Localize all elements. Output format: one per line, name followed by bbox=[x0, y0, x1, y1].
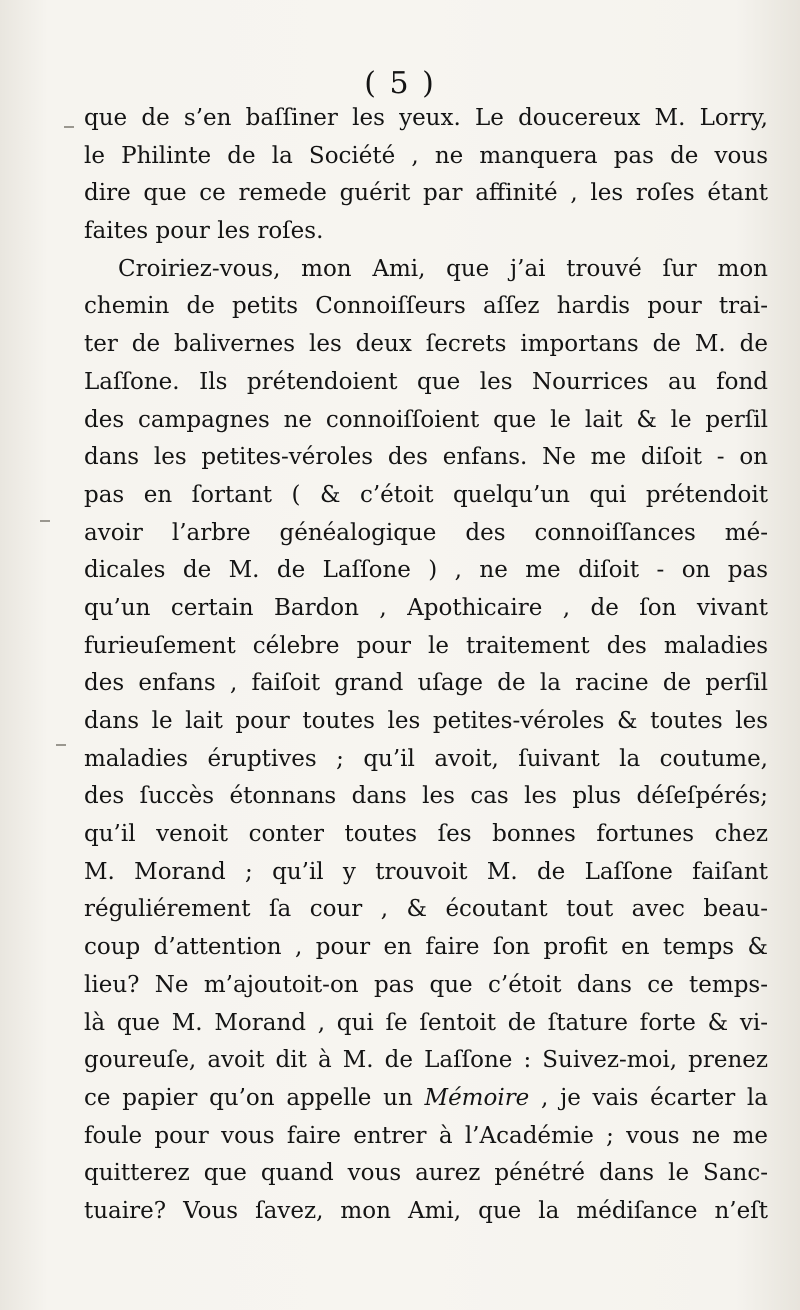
text-line: foule pour vous faire entrer à l’Académie ; vous ne me bbox=[84, 1122, 768, 1149]
body-text bbox=[84, 100, 768, 1231]
text-line: dicales de M. de Laſſone ) , ne me diſoit - on pas bbox=[84, 557, 768, 584]
text-line: furieuſement célebre pour le traitement des maladies bbox=[84, 632, 768, 659]
text-line: goureuſe, avoit dit à M. de Laſſone : Suivez-moi, prenez bbox=[84, 1047, 768, 1074]
text-line: ce papier qu’on appelle un Mémoire , je vais écarter la bbox=[84, 1084, 768, 1111]
paragraph-start-line: Croiriez-vous, mon Ami, que j’ai trouvé ſur mon bbox=[118, 255, 768, 282]
text-line: M. Morand ; qu’il y trouvoit M. de Laſſone faiſant bbox=[84, 858, 768, 885]
text-line: pas en ſortant ( & c’étoit quelqu’un qui prétendoit bbox=[84, 481, 768, 508]
text-line: qu’un certain Bardon , Apothicaire , de ſon vivant bbox=[84, 594, 768, 621]
text-line: des campagnes ne connoiſſoient que le lait & le perſil bbox=[84, 406, 768, 433]
italic-word: Mémoire bbox=[424, 1084, 530, 1111]
margin-mark bbox=[40, 520, 50, 522]
text-line: que de s’en baſſiner les yeux. Le doucereux M. Lorry, bbox=[84, 105, 768, 131]
margin-mark bbox=[64, 126, 74, 128]
text-line: ter de balivernes les deux ſecrets importans de M. de bbox=[84, 331, 768, 358]
text-line: dans les petites-véroles des enfans. Ne me diſoit - on bbox=[84, 444, 768, 471]
text-line: des enfans , faiſoit grand uſage de la racine de perſil bbox=[84, 670, 768, 697]
text-line: coup d’attention , pour en faire ſon profit en temps & bbox=[84, 934, 768, 961]
text-line: tuaire? Vous ſavez, mon Ami, que la médiſance n’eſt bbox=[84, 1197, 768, 1224]
margin-mark bbox=[56, 744, 66, 746]
text-line: des ſuccès étonnans dans les cas les plus déſeſpérés; bbox=[84, 783, 768, 810]
text-line: lieu? Ne m’ajoutoit-on pas que c’étoit dans ce temps- bbox=[84, 971, 768, 998]
text-line: Laſſone. Ils prétendoient que les Nourrices au fond bbox=[84, 368, 768, 395]
text-line: dire que ce remede guérit par affinité , les roſes étant bbox=[84, 180, 768, 207]
text-line: dans le lait pour toutes les petites-véroles & toutes les bbox=[84, 708, 768, 734]
text-line: là que M. Morand , qui ſe ſentoit de ſtature forte & vi- bbox=[84, 1009, 768, 1036]
page-number: ( 5 ) bbox=[364, 66, 436, 101]
text-line: le Philinte de la Société , ne manquera pas de vous bbox=[84, 142, 768, 169]
text-line: qu’il venoit conter toutes ſes bonnes fortunes chez bbox=[84, 821, 768, 848]
text-line: maladies éruptives ; qu’il avoit, ſuivant la coutume, bbox=[84, 745, 768, 772]
text-line: réguliérement ſa cour , & écoutant tout avec beau- bbox=[84, 896, 768, 923]
text-line: faites pour les roſes. bbox=[84, 218, 324, 245]
text-line: chemin de petits Connoiſſeurs aſſez hardis pour trai- bbox=[84, 293, 768, 320]
text-line: quitterez que quand vous aurez pénétré dans le Sanc- bbox=[84, 1160, 768, 1187]
text-line: avoir l’arbre généalogique des connoiſſances mé- bbox=[84, 519, 768, 546]
